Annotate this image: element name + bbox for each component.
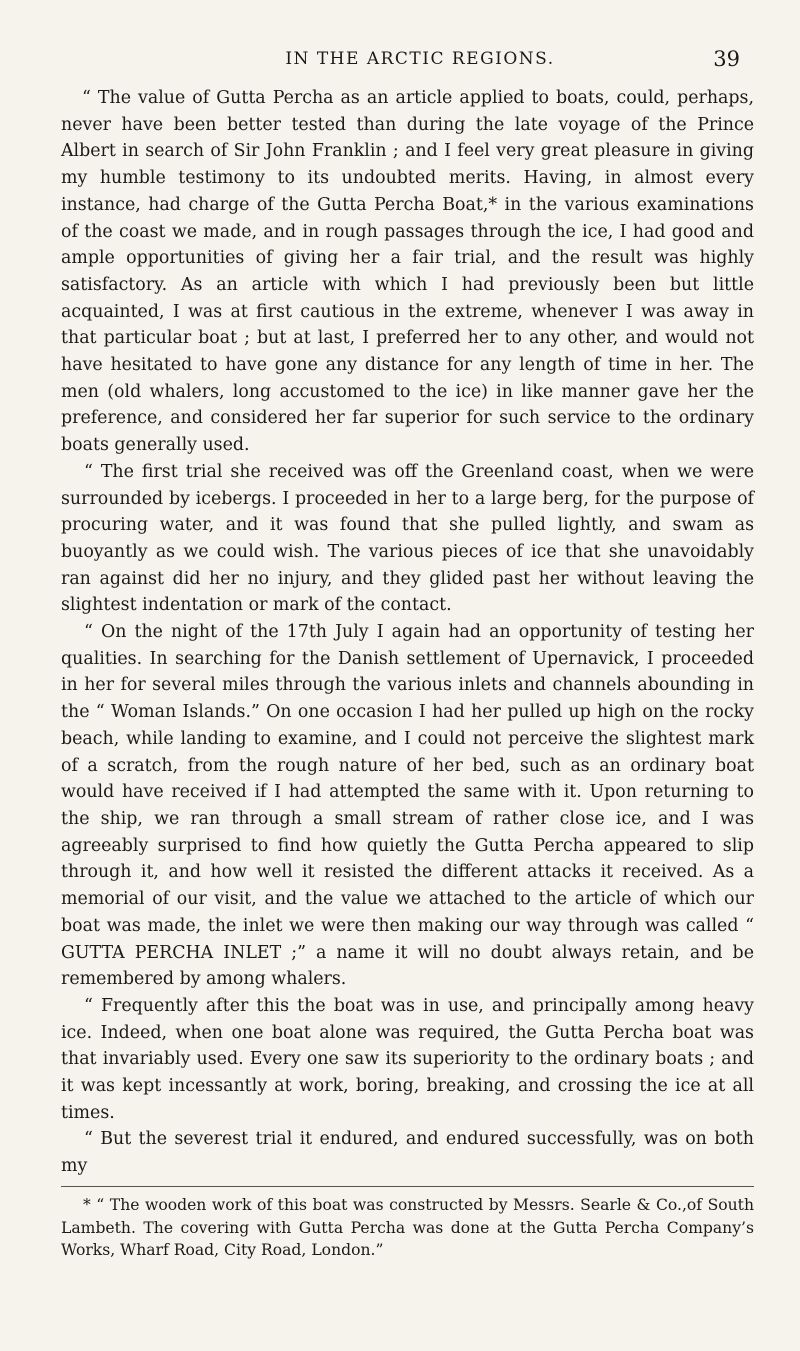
running-title: IN THE ARCTIC REGIONS. [285, 49, 555, 69]
paragraph: “ But the severest trial it endured, and endured successfully, was on both my [61, 1129, 754, 1177]
paragraph: “ Frequently after this the boat was in use, and principally among heavy ice. Indeed, when one boat alone was required, the Gutta Percha boat was that invariably used. Every one saw its superiority to the ordinary boats ; and it was kept incessantly at work, boring, breaking, and crossing the ice at all times. [61, 995, 754, 1123]
footnote [61, 1194, 754, 1262]
paragraph: “ On the night of the 17th July I again had an opportunity of testing her qualities. In searching for the Danish settlement of Upernavick, I proceeded in her for several miles through the various inlets and channels abounding in the “ Woman Islands.” On one occasion I had her pulled up high on the rocky beach, while landing to examine, and I could not perceive the slightest mark of a scratch, from the rough nature of her bed, such as an ordinary boat would have received if I had attempted the same with it. Upon returning to the ship, we ran through a small stream of rather close ice, and I was agreeably surprised to find how quietly the Gutta Percha appeared to slip through it, and how well it resisted the different attacks it received. As a memorial of our visit, and the value we attached to the article of which our boat was made, the inlet we were then making our way through was called “ GUTTA PERCHA INLET ;” a name it will no doubt always retain, and be remembered by among whalers. [61, 622, 754, 990]
footnote-divider [61, 1186, 754, 1187]
footnote-text: * “ The wooden work of this boat was constructed by Messrs. Searle & Co.,of South Lambeth. The covering with Gutta Percha was done at the Gutta Percha Company’s Works, Wharf Road, City Road, London.” [61, 1196, 754, 1259]
page-number: 39 [713, 47, 740, 71]
running-head [100, 44, 740, 74]
paragraph: “ The value of Gutta Percha as an article applied to boats, could, perhaps, never have been better tested than during the late voyage of the Prince Albert in search of Sir John Franklin ; and I feel very great pleasure in giving my humble testimony to its undoubted merits. Having, in almost every instance, had charge of the Gutta Percha Boat,* in the various examinations of the coast we made, and in rough passages through the ice, I had good and ample opportunities of giving her a fair trial, and the result was highly satisfactory. As an article with which I had previously been but little acquainted, I was at first cautious in the extreme, whenever I was away in that particular boat ; but at last, I preferred her to any other, and would not have hesitated to have gone any distance for any length of time in her. The men (old whalers, long accustomed to the ice) in like manner gave her the preference, and considered her far superior for such service to the ordinary boats generally used. [61, 88, 754, 456]
paragraph: “ The first trial she received was off the Greenland coast, when we were surrounded by icebergs. I proceeded in her to a large berg, for the purpose of procuring water, and it was found that she pulled lightly, and swam as buoyantly as we could wish. The various pieces of ice that she unavoidably ran against did her no injury, and they glided past her without leaving the slightest indentation or mark of the contact. [61, 461, 754, 616]
body-text [61, 85, 754, 1180]
